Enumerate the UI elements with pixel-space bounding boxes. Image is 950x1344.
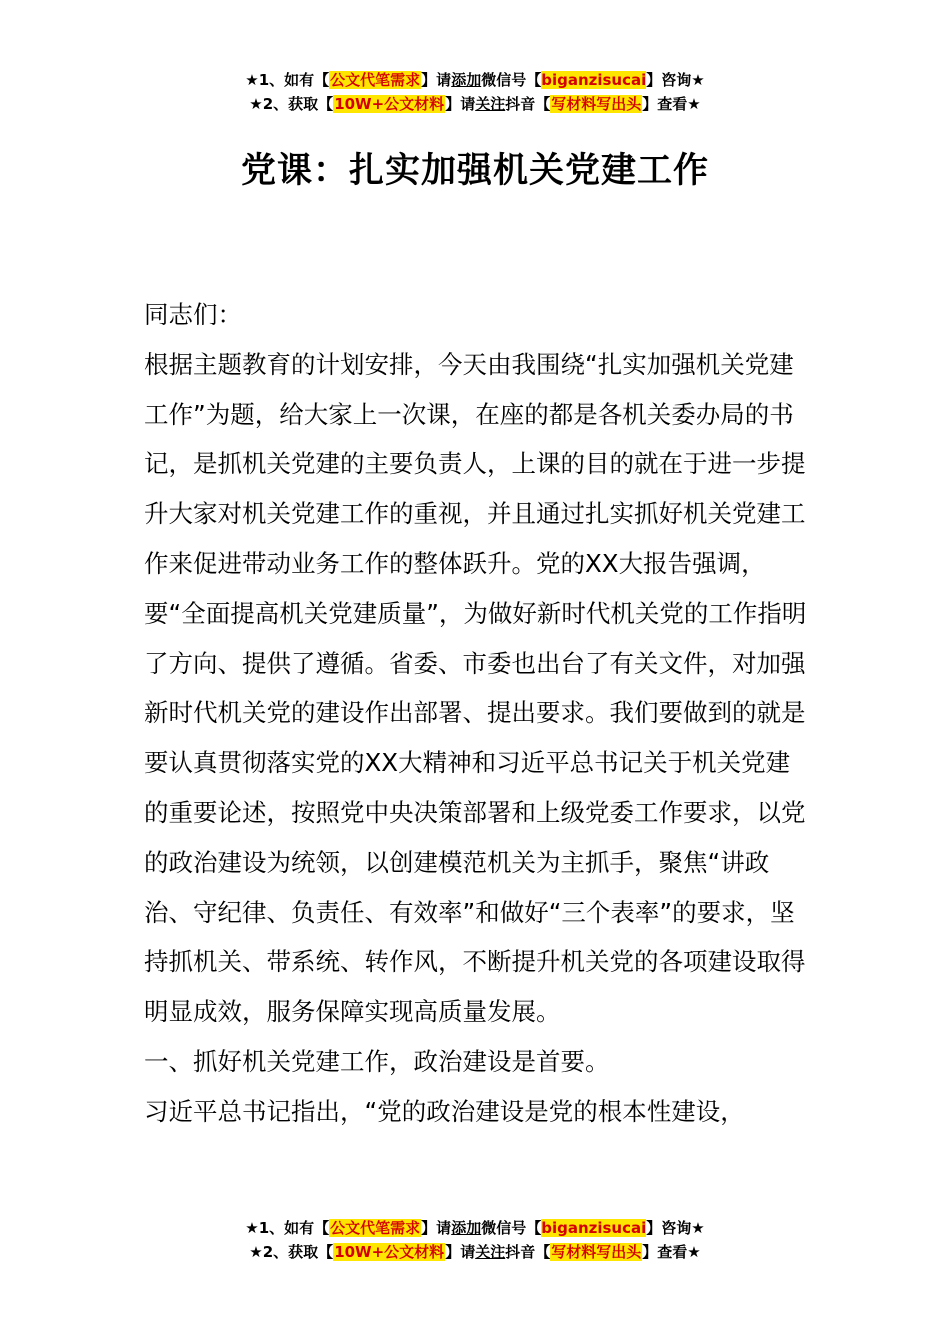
banner-text: 】查看★	[642, 1243, 701, 1261]
banner-text: 】请	[445, 95, 476, 113]
highlight-materials: 10W+公文材料	[334, 1243, 445, 1261]
banner-text: ★1、如有【	[245, 71, 330, 89]
banner-line-1	[0, 1216, 950, 1240]
banner-text: 】请	[421, 1219, 452, 1237]
banner-text: 抖音【	[505, 95, 551, 113]
highlight-wechat-id: biganzisucai	[541, 1219, 647, 1237]
document-body	[144, 290, 808, 1137]
banner-text: ★2、获取【	[249, 1243, 334, 1261]
banner-line-2	[0, 92, 950, 116]
banner-line-1	[0, 68, 950, 92]
underlined-text: 关注	[475, 95, 506, 113]
banner-text: 微信号【	[481, 1219, 542, 1237]
banner-text: 抖音【	[505, 1243, 551, 1261]
banner-text: 】咨询★	[646, 71, 705, 89]
salutation: 同志们：	[144, 300, 242, 329]
banner-text: 】咨询★	[646, 1219, 705, 1237]
highlight-ghostwriting: 公文代笔需求	[330, 1219, 421, 1237]
highlight-wechat-id: biganzisucai	[541, 71, 647, 89]
underlined-text: 关注	[475, 1243, 506, 1261]
highlight-materials: 10W+公文材料	[334, 95, 445, 113]
banner-text: 】请	[421, 71, 452, 89]
banner-text: ★2、获取【	[249, 95, 334, 113]
document-title: 党课：扎实加强机关党建工作	[240, 151, 709, 191]
header-banner	[0, 68, 950, 116]
section-heading: 一、抓好机关党建工作，政治建设是首要。	[144, 1046, 610, 1076]
paragraph: 习近平总书记指出，“党的政治建设是党的根本性建设，	[144, 1096, 745, 1126]
highlight-douyin: 写材料写出头	[551, 1243, 642, 1261]
banner-line-2	[0, 1240, 950, 1264]
banner-text: ★1、如有【	[245, 1219, 330, 1237]
paragraph: 根据主题教育的计划安排，今天由我围绕“扎实加强机关党建工作”为题，给大家上一次课，在座的都是各机关委办局的书记，是抓机关党建的主要负责人，上课的目的就在于进一步提升大家对机关党建工作的重视，并且通过扎实抓好机关党建工作来促进带动业务工作的整体跃升。党的XX大报告强调，要“全面提高机关党建质量”，为做好新时代机关党的工作指明了方向、提供了遵循。省委、市委也出台了有关文件，对加强新时代机关党的建设作出部署、提出要求。我们要做到的就是要认真贯彻落实党的XX大精神和习近平总书记关于机关党建的重要论述，按照党中央决策部署和上级党委工作要求，以党的政治建设为统领，以创建模范机关为主抓手，聚焦“讲政治、守纪律、负责任、有效率”和做好“三个表率”的要求，坚持抓机关、带系统、转作风，不断提升机关党的各项建设取得明显成效，服务保障实现高质量发展。	[144, 349, 807, 1027]
highlight-ghostwriting: 公文代笔需求	[330, 71, 421, 89]
banner-text: 】查看★	[642, 95, 701, 113]
underlined-text: 添加	[451, 1219, 482, 1237]
underlined-text: 添加	[451, 71, 482, 89]
highlight-douyin: 写材料写出头	[551, 95, 642, 113]
banner-text: 】请	[445, 1243, 476, 1261]
banner-text: 微信号【	[481, 71, 542, 89]
footer-banner	[0, 1216, 950, 1264]
